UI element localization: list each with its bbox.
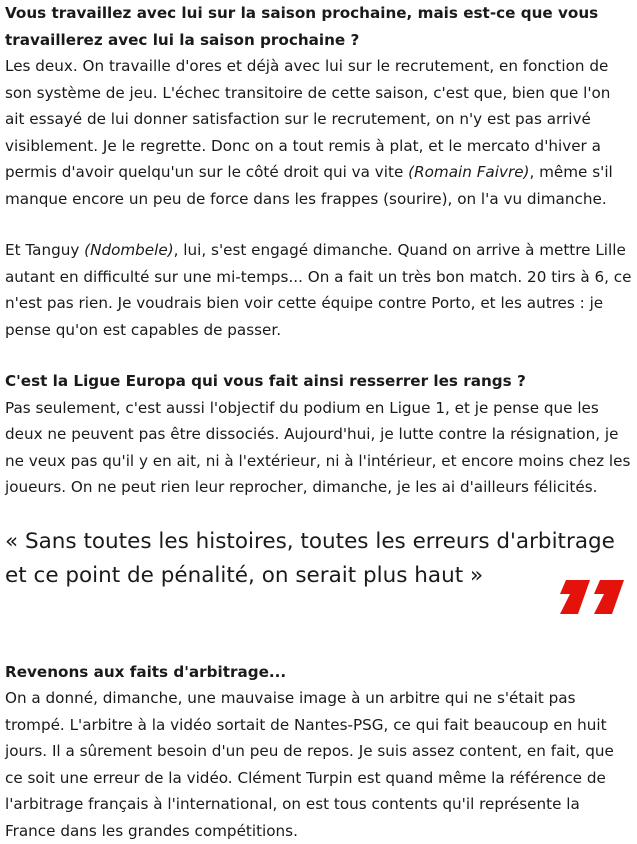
interview-answer-2 (5, 237, 632, 343)
answer-text: Et Tanguy (5, 241, 85, 259)
interview-answer-3: Pas seulement, c'est aussi l'objectif du podium en Ligue 1, et je pense que les deux ne peuvent pas être dissociés. Aujourd'hui, je lutte contre la résignation, je ne veux pas qu'il y en ait, ni à l'extérieur, ni à l'intérieur, et encore moins chez les joueurs. On ne peut rien leur reprocher, dimanche, je les ai d'ailleurs félicités. (5, 398, 631, 496)
pull-quote: « Sans toutes les histoires, toutes les erreurs d'arbitrage et ce point de pénalité, on serait plus haut » (5, 528, 615, 588)
player-name: (Ndombele) (84, 241, 174, 259)
player-name: (Romain Faivre) (408, 163, 530, 181)
answer-text: Les deux. On travaille d'ores et déjà avec lui sur le recrutement, en fonction de son système de jeu. L'échec transitoire de cette saison, c'est que, bien que l'on ait essayé de lui donner satisfaction sur le recrutement, on n'y est pas arrivé visiblement. Je le regrette. Donc on a tout remis à plat, et le mercato d'hiver a permis d'avoir quelqu'un sur le côté droit qui va vite (5, 57, 611, 181)
interview-answer-4: On a donné, dimanche, une mauvaise image à un arbitre qui ne s'était pas trompé. L'arbitre à la vidéo sortait de Nantes-PSG, ce qui fait beaucoup en huit jours. Il a sûrement besoin d'un peu de repos. Je suis assez content, en fait, que ce soit une erreur de la vidéo. Clément Turpin est quand même la référence de l'arbitrage français à l'international, on est tous contents qu'il représente la France dans les grandes compétitions. (5, 689, 614, 840)
interview-question-1: Vous travaillez avec lui sur la saison prochaine, mais est-ce que vous travaillerez avec lui la saison prochaine ? (5, 4, 599, 49)
interview-question-3: Revenons aux faits d'arbitrage... (5, 662, 287, 681)
answer-text: , lui, s'est engagé dimanche. Quand on arrive à mettre Lille autant en difficulté sur une mi-temps... On a fait un très bon match. 20 tirs à 6, ce n'est pas rien. Je voudrais bien voir cette équipe contre Porto, et les autres : je pense qu'on est capables de passer. (5, 241, 632, 339)
interview-question-2: C'est la Ligue Europa qui vous fait ainsi resserrer les rangs ? (5, 372, 526, 390)
article-body (5, 0, 632, 844)
closing-quote-icon (556, 580, 628, 614)
interview-answer-1 (5, 53, 632, 212)
answer-text: , même s'il manque encore un peu de force dans les frappes (sourire), on l'a vu dimanche. (5, 163, 613, 208)
